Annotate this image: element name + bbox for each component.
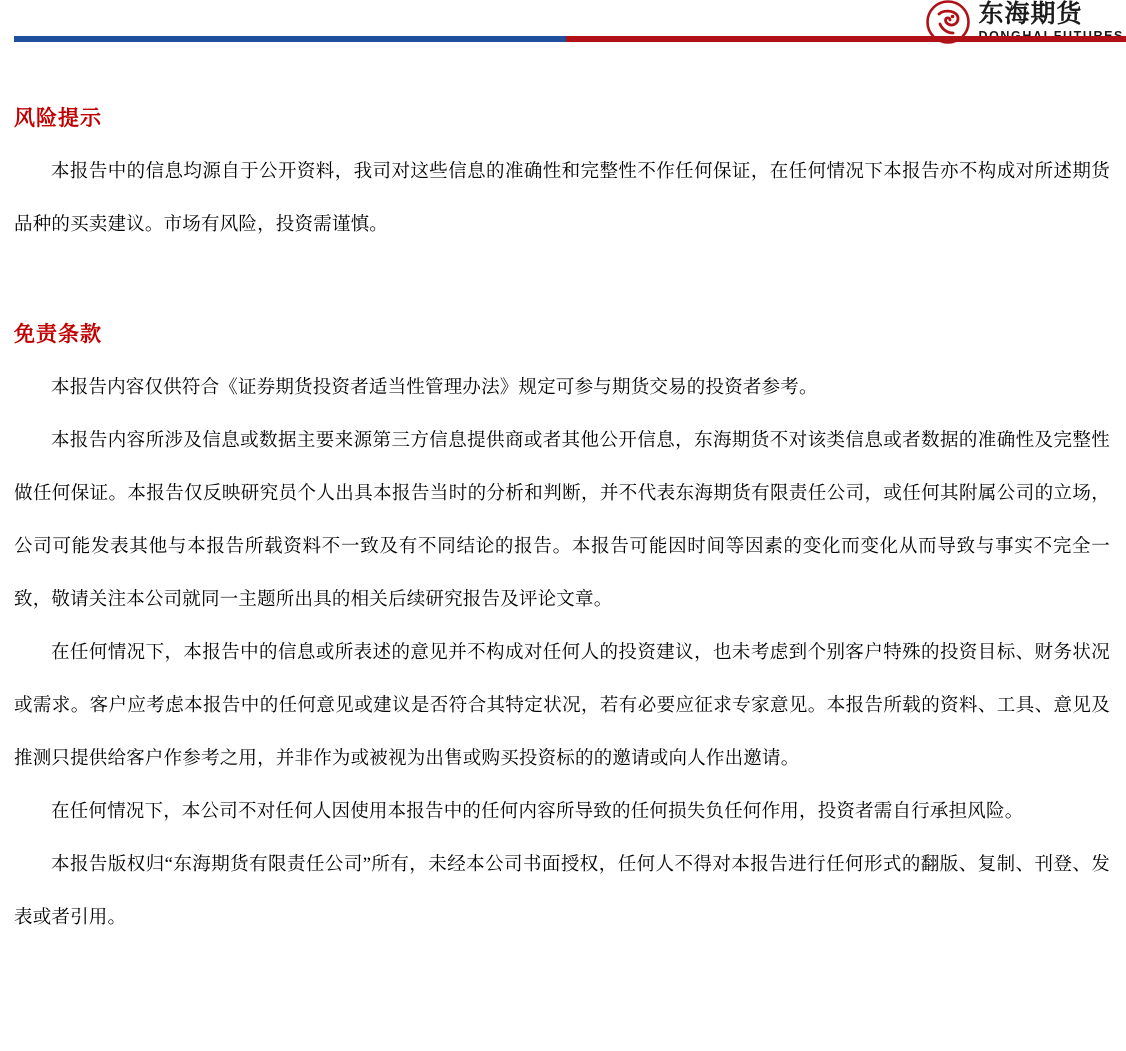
risk-section-title: 风险提示 [14,106,102,130]
header-divider-rule [14,36,1126,42]
disclaimer-paragraph-5: 本报告版权归“东海期货有限责任公司”所有，未经本公司书面授权，任何人不得对本报告进行任何形式的翻版、复制、刊登、发表或者引用。 [14,855,1110,928]
document-body [0,102,1126,945]
disclaimer-paragraph-4: 在任何情况下，本公司不对任何人因使用本报告中的任何内容所导致的任何损失负任何作用，投资者需自行承担风险。 [51,802,1024,822]
header-rule-blue-segment [14,36,566,42]
logo-company-name-cn: 东海期货 [978,0,1083,28]
risk-paragraph-1: 本报告中的信息均源自于公开资料，我司对这些信息的准确性和完整性不作任何保证，在任何情况下本报告亦不构成对所述期货品种的买卖建议。市场有风险，投资需谨慎。 [14,162,1110,235]
disclaimer-section-title: 免责条款 [14,322,102,346]
header-rule-red-segment [566,36,1126,42]
section-spacer [14,252,1110,262]
disclaimer-paragraph-3: 在任何情况下，本报告中的信息或所表述的意见并不构成对任何人的投资建议，也未考虑到个别客户特殊的投资目标、财务状况或需求。客户应考虑本报告中的任何意见或建议是否符合其特定状况，若有必要应征求专家意见。本报告所载的资料、工具、意见及推测只提供给客户作参考之用，并非作为或被视为出售或购买投资标的的邀请或向人作出邀请。 [14,643,1110,769]
page-header [0,0,1126,52]
disclaimer-paragraph-2: 本报告内容所涉及信息或数据主要来源第三方信息提供商或者其他公开信息，东海期货不对该类信息或者数据的准确性及完整性做任何保证。本报告仅反映研究员个人出具本报告当时的分析和判断，并不代表东海期货有限责任公司，或任何其附属公司的立场，公司可能发表其他与本报告所载资料不一致及有不同结论的报告。本报告可能因时间等因素的变化而变化从而导致与事实不完全一致，敬请关注本公司就同一主题所出具的相关后续研究报告及评论文章。 [14,431,1110,610]
disclaimer-paragraph-1: 本报告内容仅供符合《证券期货投资者适当性管理办法》规定可参与期货交易的投资者参考。 [51,378,818,398]
